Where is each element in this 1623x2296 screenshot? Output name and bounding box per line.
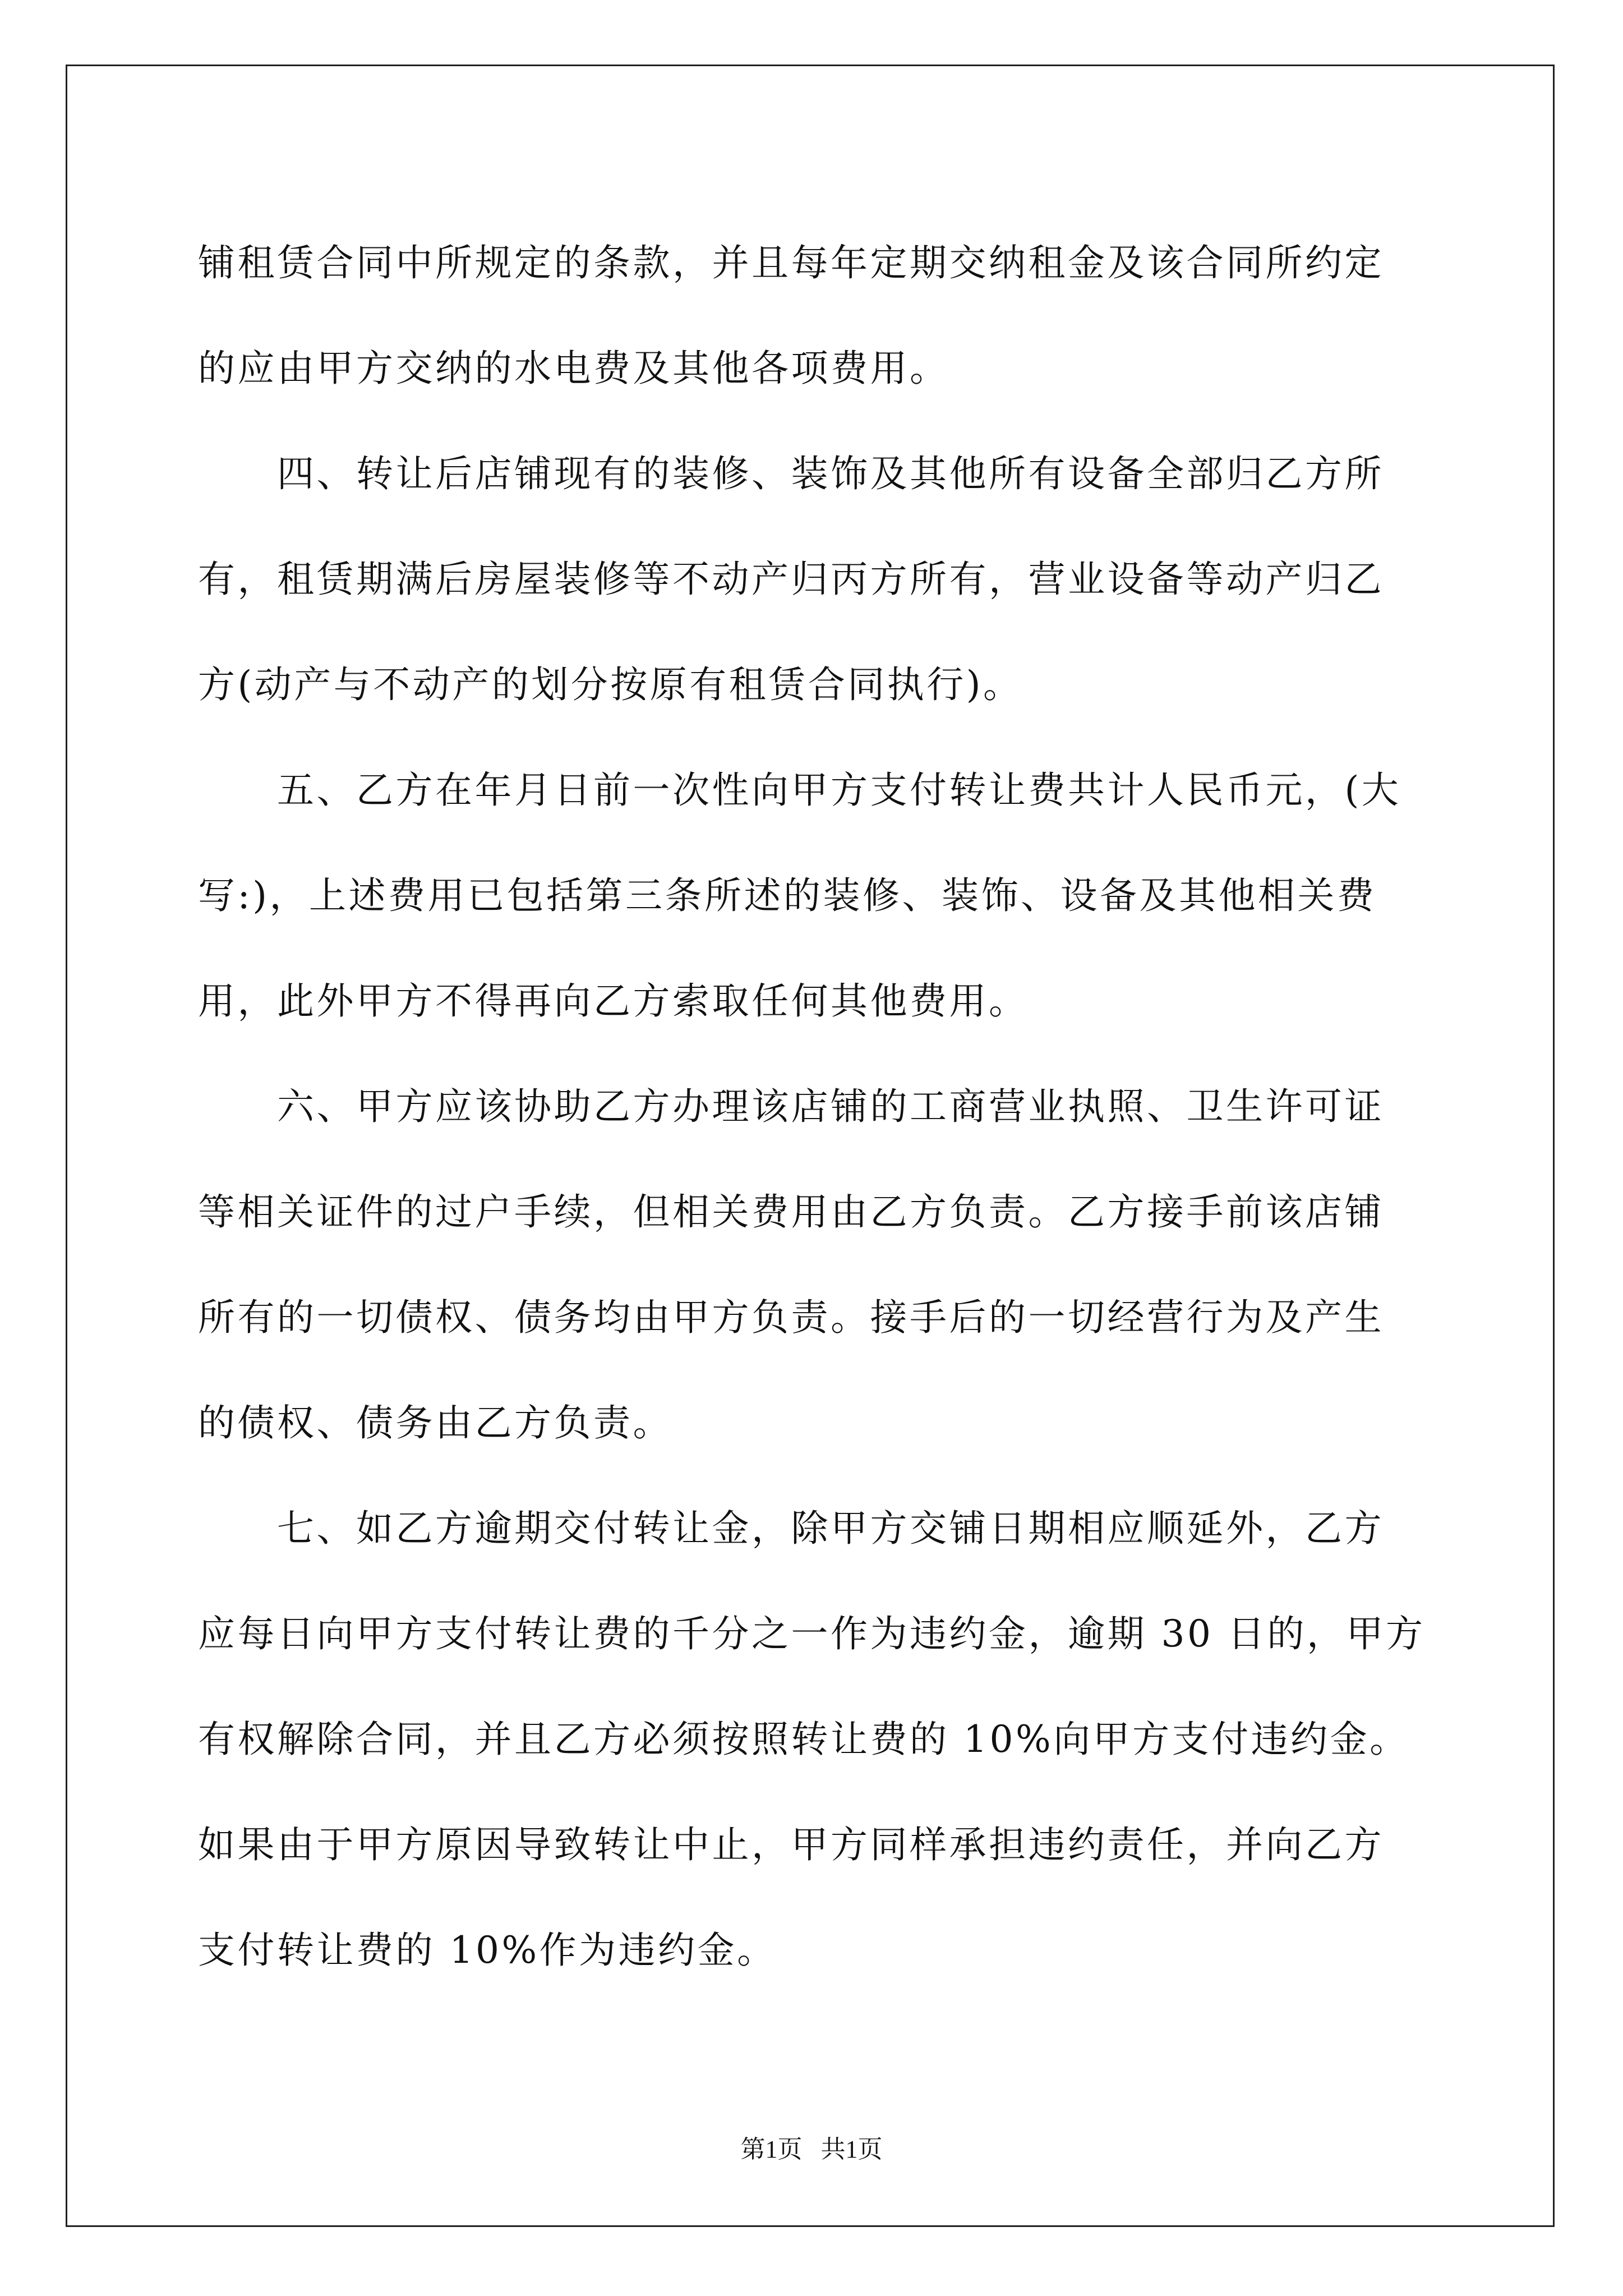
- contract-body: [198, 210, 1432, 2003]
- body-line: 铺租赁合同中所规定的条款，并且每年定期交纳租金及该合同所约定: [198, 241, 1384, 284]
- clause-7-line: 有权解除合同，并且乙方必须按照转让费的 10%向甲方支付违约金。: [198, 1718, 1409, 1761]
- clause-7-line: 七、如乙方逾期交付转让金，除甲方交铺日期相应顺延外，乙方: [198, 1507, 1384, 1550]
- clause-6-line: 所有的一切债权、债务均由甲方负责。接手后的一切经营行为及产生: [198, 1296, 1384, 1339]
- clause-5-line: 五、乙方在年月日前一次性向甲方支付转让费共计人民币元，(大: [198, 769, 1401, 812]
- clause-6-line: 的债权、债务由乙方负责。: [198, 1401, 672, 1444]
- clause-5-line: 写:)，上述费用已包括第三条所述的装修、装饰、设备及其他相关费: [198, 874, 1377, 917]
- clause-4-line: 方(动产与不动产的划分按原有租赁合同执行)。: [198, 663, 1023, 706]
- clause-7-line: 如果由于甲方原因导致转让中止，甲方同样承担违约责任，并向乙方: [198, 1823, 1384, 1866]
- clause-6-line: 等相关证件的过户手续，但相关费用由乙方负责。乙方接手前该店铺: [198, 1190, 1384, 1234]
- clause-7-line: 应每日向甲方支付转让费的千分之一作为违约金，逾期 30 日的，甲方: [198, 1612, 1426, 1655]
- page-footer: 第1页 共1页: [740, 2136, 883, 2163]
- clause-7-line: 支付转让费的 10%作为违约金。: [198, 1929, 777, 1972]
- clause-4-line: 四、转让后店铺现有的装修、装饰及其他所有设备全部归乙方所: [198, 452, 1384, 495]
- body-line: 的应由甲方交纳的水电费及其他各项费用。: [198, 347, 949, 390]
- clause-5-line: 用，此外甲方不得再向乙方索取任何其他费用。: [198, 979, 1029, 1023]
- clause-6-line: 六、甲方应该协助乙方办理该店铺的工商营业执照、卫生许可证: [198, 1085, 1384, 1128]
- clause-4-line: 有，租赁期满后房屋装修等不动产归丙方所有，营业设备等动产归乙: [198, 558, 1384, 601]
